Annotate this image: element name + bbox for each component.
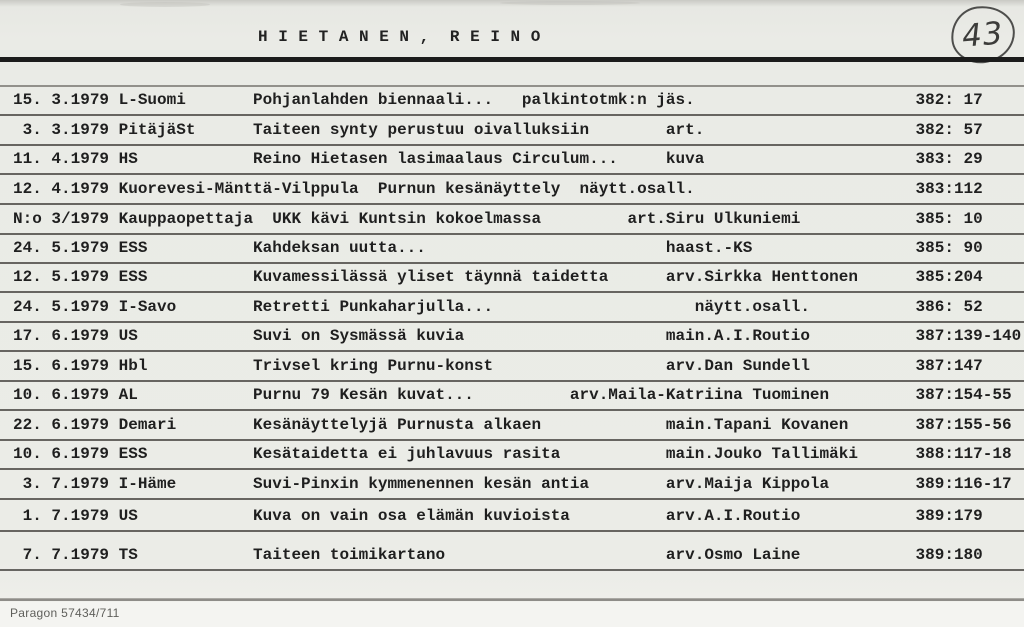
catalog-row-text: 12. 4.1979 Kuorevesi-Mänttä-Vilppula Purnun kesänäyttely näytt.osall. 383:112: [13, 180, 983, 198]
catalog-row: [0, 412, 1024, 441]
header-divider-bar: [0, 57, 1024, 62]
catalog-row: [0, 323, 1024, 352]
catalog-row-text: 7. 7.1979 TS Taiteen toimikartano arv.Osmo Laine 389:180: [13, 546, 983, 564]
catalog-row: [0, 382, 1024, 411]
catalog-row: [0, 441, 1024, 470]
catalog-row: [0, 146, 1024, 175]
catalog-row: [0, 117, 1024, 146]
catalog-row-text: 17. 6.1979 US Suvi on Sysmässä kuvia main.A.I.Routio 387:139-140: [13, 327, 1022, 345]
catalog-row: [0, 176, 1024, 205]
catalog-row-text: 10. 6.1979 AL Purnu 79 Kesän kuvat... arv.Maila-Katriina Tuominen 387:154-55: [13, 386, 1012, 404]
catalog-row-text: 24. 5.1979 ESS Kahdeksan uutta... haast.-KS 385: 90: [13, 239, 983, 257]
catalog-row-text: 3. 7.1979 I-Häme Suvi-Pinxin kymmenennen kesän antia arv.Maija Kippola 389:116-17: [13, 475, 1012, 493]
catalog-row-text: 15. 6.1979 Hbl Trivsel kring Purnu-konst arv.Dan Sundell 387:147: [13, 357, 983, 375]
catalog-row-text: 1. 7.1979 US Kuva on vain osa elämän kuvioista arv.A.I.Routio 389:179: [13, 507, 983, 525]
catalog-row: [0, 471, 1024, 500]
catalog-row-text: 24. 5.1979 I-Savo Retretti Punkaharjulla... näytt.osall. 386: 52: [13, 298, 983, 316]
catalog-row-text: 22. 6.1979 Demari Kesänäyttelyjä Purnusta alkaen main.Tapani Kovanen 387:155-56: [13, 416, 1012, 434]
catalog-row: [0, 206, 1024, 235]
catalog-row-text: 15. 3.1979 L-Suomi Pohjanlahden biennaali... palkintotmk:n jäs. 382: 17: [13, 91, 983, 109]
catalog-row-text: 12. 5.1979 ESS Kuvamessilässä yliset täynnä taidetta arv.Sirkka Henttonen 385:204: [13, 268, 983, 286]
card-stock-label: Paragon 57434/711: [10, 606, 120, 620]
page-title: H I E T A N E N , R E I N O: [258, 28, 541, 46]
catalog-row-text: 11. 4.1979 HS Reino Hietasen lasimaalaus Circulum... kuva 383: 29: [13, 150, 983, 168]
catalog-row: [0, 542, 1024, 571]
catalog-row: [0, 503, 1024, 532]
catalog-row-text: 3. 3.1979 PitäjäSt Taiteen synty perustuu oivalluksiin art. 382: 57: [13, 121, 983, 139]
scan-noise: [120, 2, 210, 7]
catalog-row: [0, 87, 1024, 116]
catalog-row: [0, 235, 1024, 264]
page-number: 43: [960, 14, 1006, 55]
footer-divider: [0, 599, 1024, 601]
scan-noise: [500, 1, 640, 5]
catalog-row: [0, 294, 1024, 323]
catalog-row-text: N:o 3/1979 Kauppaopettaja UKK kävi Kuntsin kokoelmassa art.Siru Ulkuniemi 385: 10: [13, 210, 983, 228]
catalog-row: [0, 353, 1024, 382]
catalog-row: [0, 264, 1024, 293]
catalog-row-text: 10. 6.1979 ESS Kesätaidetta ei juhlavuus rasita main.Jouko Tallimäki 388:117-18: [13, 445, 1012, 463]
